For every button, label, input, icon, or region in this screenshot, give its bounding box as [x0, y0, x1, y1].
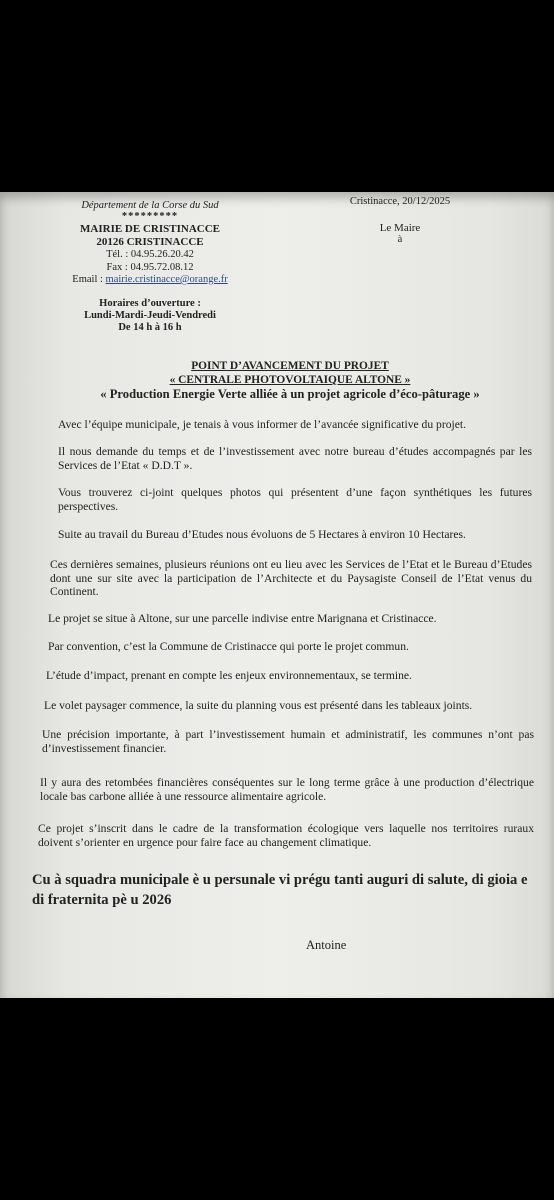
opening-time: De 14 h à 16 h: [118, 322, 182, 333]
fax-number: Fax : 04.95.72.08.12: [106, 262, 194, 273]
letter-page: [0, 192, 554, 998]
email-label: Email :: [72, 274, 103, 285]
closing-wishes: Cu à squadra municipale è u persunale vi prégu tanti auguri di salute, di gioia e di fraternita pè u 2026: [32, 872, 528, 908]
paragraph-benefits: Il y aura des retombées financières conséquentes sur le long terme grâce à une production d’électrique locale bas carbone alliée à une ressource alimentaire agricole.: [40, 776, 534, 803]
department-line: Département de la Corse du Sud: [81, 200, 219, 211]
email-line: [40, 274, 260, 286]
recipient-line: à: [397, 234, 403, 245]
paragraph-intro: Avec l’équipe municipale, je tenais à vous informer de l’avancée significative du projet.: [58, 418, 466, 431]
stars-divider: *********: [121, 211, 179, 222]
paragraph-convention: Par convention, c’est la Commune de Cristinacce qui porte le projet commun.: [48, 640, 409, 653]
paragraph-ecology: Ce projet s’inscrit dans le cadre de la transformation écologique vers laquelle nos territoires ruraux doivent s’orienter en urgence pour faire face au changement climatique.: [38, 822, 534, 849]
paragraph-investment: Il nous demande du temps et de l’investissement avec notre bureau d’études accompagnés par les Services de l’Etat « D.D.T ».: [58, 445, 532, 472]
paragraph-impact-study: L’étude d’impact, prenant en compte les enjeux environnementaux, se termine.: [46, 669, 412, 682]
title-line-2: « CENTRALE PHOTOVOLTAIQUE ALTONE »: [169, 374, 411, 386]
paragraph-photos: Vous trouverez ci-joint quelques photos qui présentent d’une façon synthétiques les futures perspectives.: [58, 486, 532, 513]
opening-hours-title: Horaires d’ouverture :: [99, 298, 201, 309]
paragraph-meetings: Ces dernières semaines, plusieurs réunions ont eu lieu avec les Services de l’Etat et le Bureau d’Etudes dont une sur site avec la participation de l’Architecte et du Paysagiste Conseil de l’Etat venus du Continent.: [50, 558, 532, 599]
paragraph-precision: Une précision importante, à part l’investissement humain et administratif, les communes n’ont pas d’investissement financier.: [42, 728, 534, 755]
email-link[interactable]: mairie.cristinacce@orange.fr: [105, 274, 228, 285]
paragraph-landscape: Le volet paysager commence, la suite du planning vous est présenté dans les tableaux joints.: [44, 699, 473, 712]
opening-days: Lundi-Mardi-Jeudi-Vendredi: [84, 310, 216, 321]
title-line-3: « Production Energie Verte alliée à un projet agricole d’éco-pâturage »: [100, 387, 480, 401]
phone-number: Tél. : 04.95.26.20.42: [106, 249, 194, 260]
place-date: Cristinacce, 20/12/2025: [349, 196, 451, 207]
mairie-name: MAIRIE DE CRISTINACCE: [80, 223, 220, 235]
signature-name: Antoine: [306, 938, 347, 952]
paragraph-location: Le projet se situe à Altone, sur une parcelle indivise entre Marignana et Cristinacce.: [48, 612, 437, 625]
sender-title: Le Maire: [379, 222, 421, 234]
paragraph-hectares: Suite au travail du Bureau d’Etudes nous évoluons de 5 Hectares à environ 10 Hectares.: [58, 528, 466, 541]
title-line-1: POINT D’AVANCEMENT DU PROJET: [191, 360, 389, 372]
postal-code: 20126 CRISTINACCE: [96, 236, 204, 248]
